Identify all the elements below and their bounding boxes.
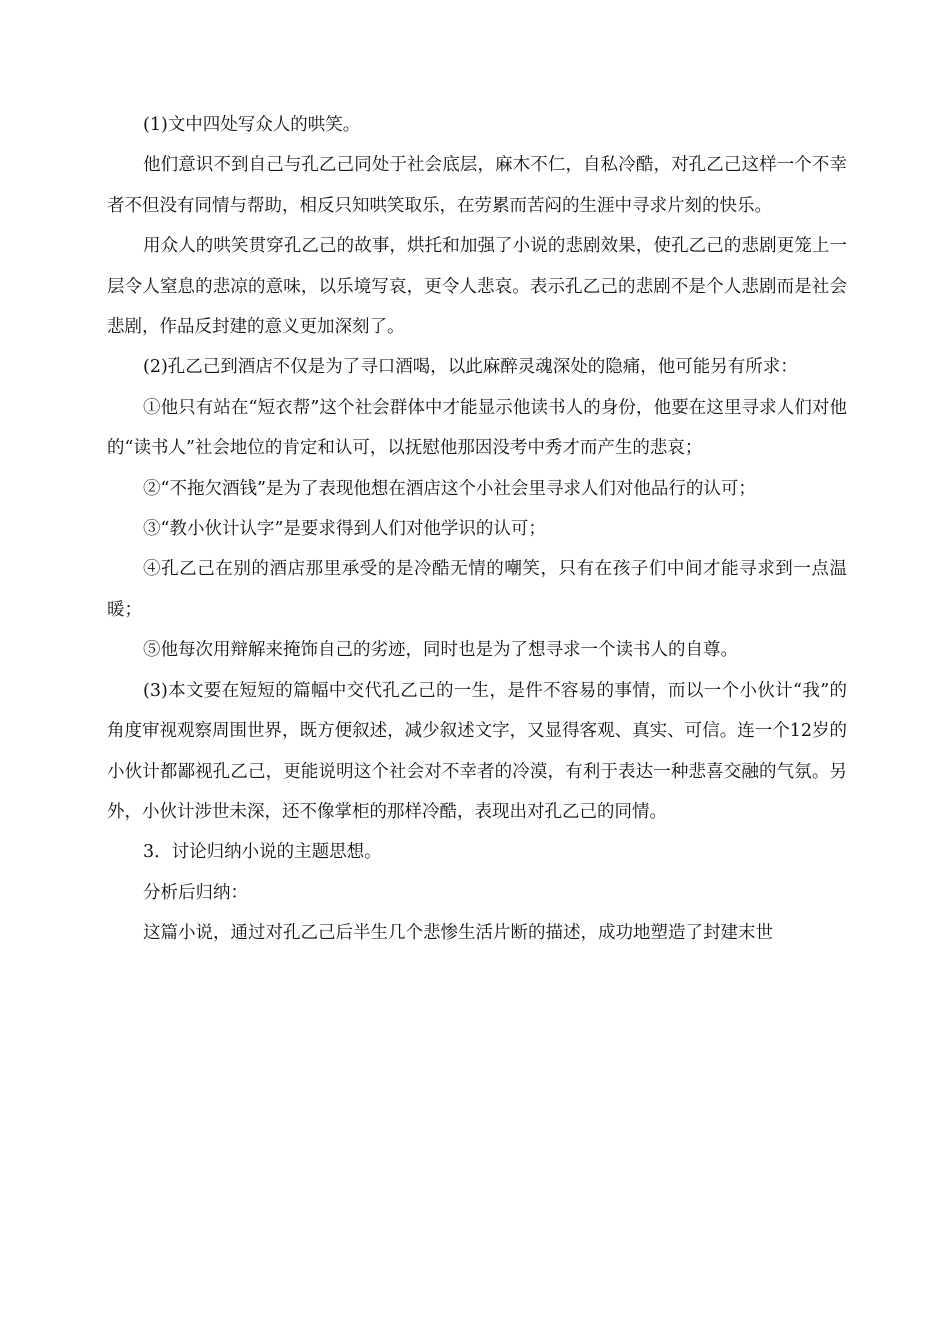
paragraph-7: 这篇小说，通过对孔乙己后半生几个悲惨生活片断的描述，成功地塑造了封建末世 <box>143 923 773 944</box>
section-heading: 3．讨论归纳小说的主题思想。 <box>143 842 382 863</box>
list-item-2: ②“不拖欠酒钱”是为了表现他想在酒店这个小社会里寻求人们对他品行的认可； <box>143 478 756 499</box>
paragraph-3: 用众人的哄笑贯穿孔乙己的故事，烘托和加强了小说的悲剧效果，使孔乙己的悲剧更笼上一层令人窒息的悲凉的意味，以乐境写哀，更令人悲哀。表示孔乙己的悲剧不是个人悲剧而是社会悲剧，作品反封建的意义更加深刻了。 <box>107 236 847 338</box>
paragraph-1-heading: (1)文中四处写众人的哄笑。 <box>143 115 361 135</box>
paragraph-2: 他们意识不到自己与孔乙己同处于社会底层，麻木不仁，自私冷酷，对孔乙己这样一个不幸者不但没有同情与帮助，相反只知哄笑取乐，在劳累而苦闷的生涯中寻求片刻的快乐。 <box>107 155 847 216</box>
list-item-1: ①他只有站在“短衣帮”这个社会群体中才能显示他读书人的身份，他要在这里寻求人们对他的“读书人”社会地位的肯定和认可，以抚慰他那因没考中秀才而产生的悲哀； <box>107 397 847 459</box>
list-item-3: ③“教小伙计认字”是要求得到人们对他学识的认可； <box>143 519 546 540</box>
paragraph-5: (3)本文要在短短的篇幅中交代孔乙己的一生，是件不容易的事情，而以一个小伙计“我”的角度审视观察周围世界，既方便叙述，减少叙述文字，又显得客观、真实、可信。连一个12岁的小伙计都鄙视孔乙己，更能说明这个社会对不幸者的冷漠，有利于表达一种悲喜交融的气氛。另外，小伙计涉世未深，还不像掌柜的那样冷酷，表现出对孔乙己的同情。 <box>107 680 847 822</box>
list-item-5: ⑤他每次用辩解来掩饰自己的劣迹，同时也是为了想寻求一个读书人的自尊。 <box>143 640 738 661</box>
document-body <box>107 105 847 954</box>
paragraph-4-heading: (2)孔乙己到酒店不仅是为了寻口酒喝，以此麻醉灵魂深处的隐痛，他可能另有所求： <box>143 357 798 378</box>
paragraph-6: 分析后归纳： <box>143 882 248 903</box>
list-item-4: ④孔乙己在别的酒店那里承受的是冷酷无情的嘲笑，只有在孩子们中间才能寻求到一点温暖； <box>107 559 847 620</box>
